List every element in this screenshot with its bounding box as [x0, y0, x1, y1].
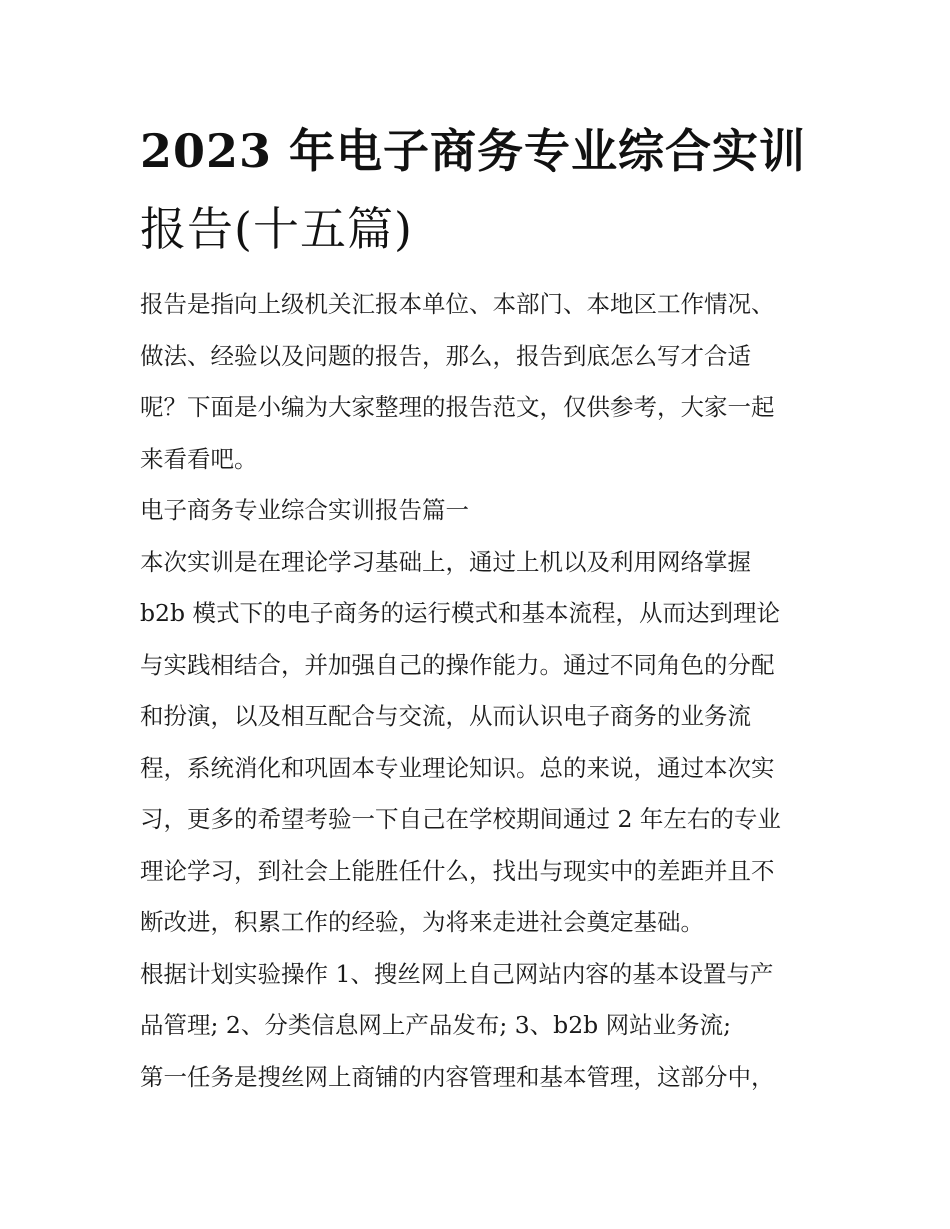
- section-heading: 电子商务专业综合实训报告篇一: [140, 496, 469, 524]
- body-line-2: 做法、经验以及问题的报告，那么，报告到底怎么写才合适: [140, 341, 751, 370]
- body-line-3: 呢？下面是小编为大家整理的报告范文，仅供参考，大家一起: [140, 393, 775, 421]
- body-line-7: b2b 模式下的电子商务的运行模式和基本流程，从而达到理论: [140, 599, 781, 627]
- body-line-16: 第一任务是搜丝网上商铺的内容管理和基本管理，这部分中，: [140, 1062, 775, 1091]
- body-line-15: 品管理; 2、分类信息网上产品发布; 3、b2b 网站业务流;: [140, 1011, 732, 1039]
- body-line-4: 来看看吧。: [140, 444, 258, 473]
- body-line-9: 和扮演，以及相互配合与交流，从而认识电子商务的业务流: [140, 702, 751, 730]
- body-line-10: 程，系统消化和巩固本专业理论知识。总的来说，通过本次实: [140, 753, 775, 782]
- body-line-1: 报告是指向上级机关汇报本单位、本部门、本地区工作情况、: [140, 290, 775, 318]
- document-title: [140, 112, 830, 268]
- body-line-13: 断改进，积累工作的经验，为将来走进社会奠定基础。: [140, 908, 704, 936]
- title-line-2: 报告(十五篇): [140, 202, 413, 256]
- document-body: [140, 279, 820, 1103]
- body-line-12: 理论学习，到社会上能胜任什么，找出与现实中的差距并且不: [140, 856, 775, 885]
- title-line-1: 2023 年电子商务专业综合实训: [140, 124, 807, 178]
- body-line-6: 本次实训是在理论学习基础上，通过上机以及利用网络掌握: [140, 547, 751, 576]
- body-line-8: 与实践相结合，并加强自己的操作能力。通过不同角色的分配: [140, 650, 775, 679]
- body-line-14: 根据计划实验操作 1、搜丝网上自己网站内容的基本设置与产: [140, 959, 774, 988]
- body-line-11: 习，更多的希望考验一下自己在学校期间通过 2 年左右的专业: [140, 805, 781, 833]
